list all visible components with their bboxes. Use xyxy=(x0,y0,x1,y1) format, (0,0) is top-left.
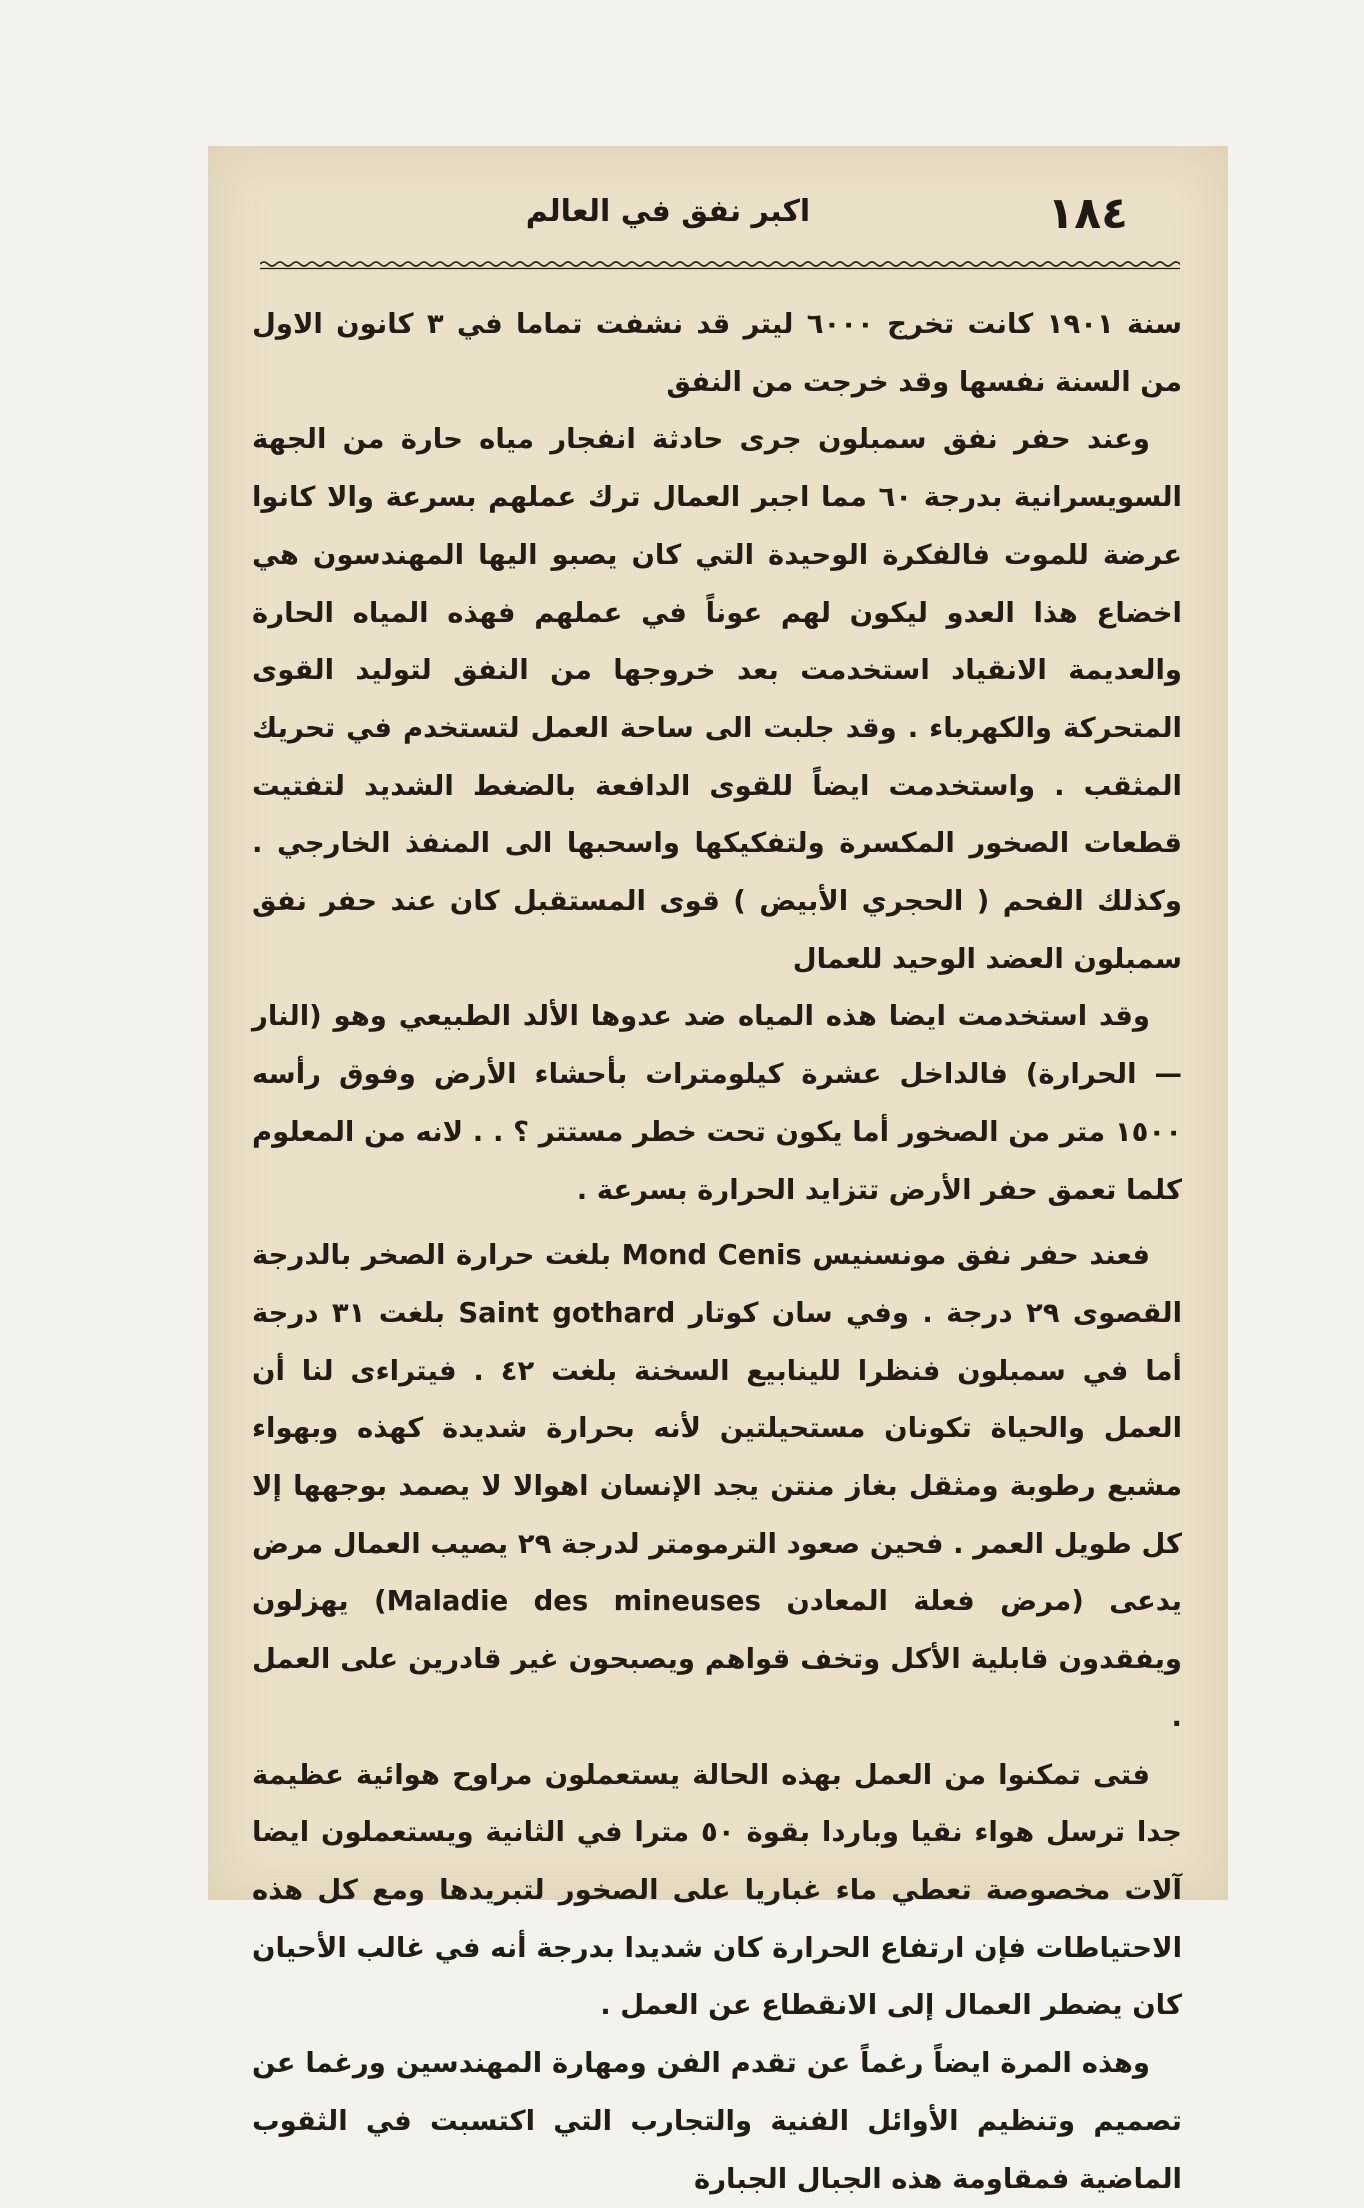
running-title: اكبر نفق في العالم xyxy=(525,194,811,229)
paragraph-4: فعند حفر نفق مونسنيس Mond Cenis بلغت حرارة الصخر بالدرجة القصوى ٢٩ درجة . وفي سان كوتار Saint gothard بلغت ٣١ درجة أما في سمبلون فنظرا للينابيع السخنة بلغت ٤٢ . فيتراءى لنا أن العمل والحياة تكونان مستحيلتين لأنه بحرارة شديدة كهذه وبهواء مشبع رطوبة ومثقل بغاز منتن يجد الإنسان اهوالا لا يصمد بوجهها إلا كل طويل العمر . فحين صعود الترمومتر لدرجة ٢٩ يصيب العمال مرض يدعى (مرض فعلة المعادن Maladie des mineuses) يهزلون ويفقدون قابلية الأكل وتخف قواهم ويصبحون غير قادرين على العمل . xyxy=(252,1239,1183,1733)
book-page xyxy=(208,146,1228,2195)
paragraph-6: وهذه المرة ايضاً رغماً عن تقدم الفن ومهارة المهندسين ورغما عن تصميم وتنظيم الأوائل الفنية والتجارب التي اكتسبت في الثقوب الماضية فمقاومة هذه الجبال الجبارة xyxy=(252,2047,1182,2195)
page-number: ١٨٤ xyxy=(1047,188,1128,239)
body-text xyxy=(252,296,1182,2208)
paragraph-2: وعند حفر نفق سمبلون جرى حادثة انفجار مياه حارة من الجهة السويسرانية بدرجة ٦٠ مما اجبر العمال ترك عملهم بسرعة والا كانوا عرضة للموت فالفكرة الوحيدة التي كان يصبو اليها المهندسون هي اخضاع هذا العدو ليكون لهم عوناً في عملهم فهذه المياه الحارة والعديمة الانقياد استخدمت بعد خروجها من النفق لتوليد القوى المتحركة والكهرباء . وقد جلبت الى ساحة العمل لتستخدم في تحريك المثقب . واستخدمت ايضاً للقوى الدافعة بالضغط الشديد لتفتيت قطعات الصخور المكسرة ولتفكيكها واسحبها الى المنفذ الخارجي . وكذلك الفحم ( الحجري الأبيض ) قوى المستقبل كان عند حفر نفق سمبلون العضد الوحيد للعمال xyxy=(252,423,1182,975)
paragraph-5: فتى تمكنوا من العمل بهذه الحالة يستعملون مراوح هوائية عظيمة جدا ترسل هواء نقيا وباردا بقوة ٥٠ مترا في الثانية ويستعملون ايضا آلات مخصوصة تعطي ماء غباريا على الصخور لتبريدها ومع كل هذه الاحتياطات فإن ارتفاع الحرارة كان شديدا بدرجة أنه في غالب الأحيان كان يضطر العمال إلى الانقطاع عن العمل . xyxy=(252,1758,1182,2022)
wavy-divider xyxy=(260,260,1180,270)
page-header xyxy=(208,146,1228,266)
paragraph-3: وقد استخدمت ايضا هذه المياه ضد عدوها الألد الطبيعي وهو (النار — الحرارة) فالداخل عشرة كيلومترات بأحشاء الأرض وفوق رأسه ١٥٠٠ متر من الصخور أما يكون تحت خطر مستتر ؟ . . لانه من المعلوم كلما تعمق حفر الأرض تتزايد الحرارة بسرعة . xyxy=(252,1000,1182,1206)
paragraph-1: سنة ١٩٠١ كانت تخرج ٦٠٠٠ ليتر قد نشفت تماما في ٣ كانون الاول من السنة نفسها وقد خرجت من النفق xyxy=(252,308,1182,398)
